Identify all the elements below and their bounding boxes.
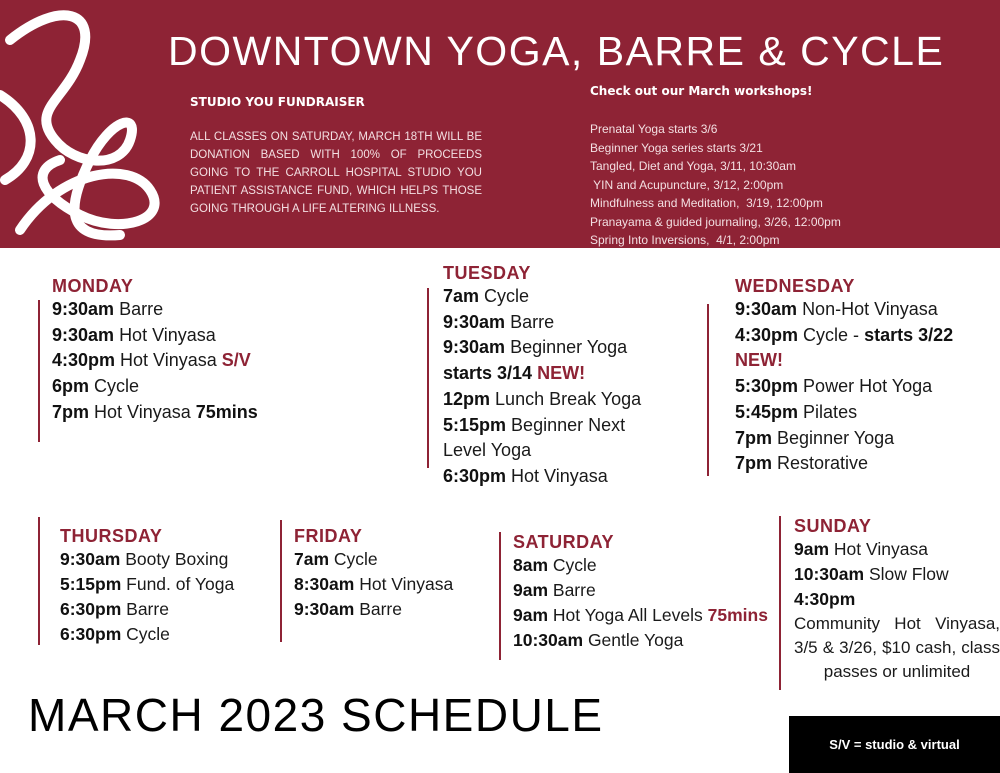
- class-item: 5:15pm Fund. of Yoga: [60, 574, 235, 594]
- sv-legend: S/V = studio & virtual: [789, 716, 1000, 773]
- class-item: 6pm Cycle: [52, 376, 140, 397]
- class-item: 4:30pm: [794, 589, 856, 609]
- class-item: 9:30am Barre: [443, 311, 555, 332]
- day-heading: WEDNESDAY: [735, 276, 855, 296]
- workshop-item: YIN and Acupuncture, 3/12, 2:00pm: [590, 177, 784, 192]
- workshop-item: Mindfulness and Meditation, 3/19, 12:00pm: [590, 196, 823, 210]
- class-item: 6:30pm Barre: [60, 599, 169, 619]
- day-thursday: [60, 526, 234, 647]
- class-item: 4:30pm Cycle - starts 3/22: [735, 324, 954, 345]
- wednesday-divider: [707, 304, 709, 476]
- sunday-divider: [779, 516, 781, 690]
- ribbon-logo-icon: [0, 0, 170, 248]
- day-heading: TUESDAY: [443, 263, 531, 283]
- workshop-item: Tangled, Diet and Yoga, 3/11, 10:30am: [590, 159, 796, 173]
- class-item: 7pm Restorative: [735, 453, 869, 474]
- class-item: 9:30am Barre: [52, 299, 164, 319]
- day-friday: [294, 526, 453, 622]
- workshop-item: Spring Into Inversions, 4/1, 2:00pm: [590, 233, 780, 247]
- day-heading: MONDAY: [52, 276, 134, 296]
- friday-divider: [280, 520, 282, 642]
- day-heading: SUNDAY: [794, 516, 872, 536]
- fundraiser-heading: STUDIO YOU FUNDRAISER: [190, 95, 365, 109]
- class-item: 12pm Lunch Break Yoga: [443, 388, 642, 409]
- day-saturday: [513, 532, 768, 653]
- day-heading: FRIDAY: [294, 526, 363, 546]
- class-item: 9:30am Beginner Yoga: [443, 337, 628, 358]
- header-banner: [0, 0, 1000, 248]
- class-item: 5:45pm Pilates: [735, 401, 858, 422]
- studio-title: DOWNTOWN YOGA, BARRE & CYCLE: [168, 28, 945, 74]
- class-item: 9am Hot Yoga All Levels 75mins: [513, 605, 768, 625]
- workshop-item: Beginner Yoga series starts 3/21: [590, 140, 763, 155]
- class-item: Level Yoga: [443, 440, 532, 461]
- class-item: starts 3/14 NEW!: [443, 363, 586, 384]
- class-item: 9:30am Barre: [294, 599, 402, 619]
- workshop-item: Pranayama & guided journaling, 3/26, 12:00pm: [590, 214, 841, 229]
- day-wednesday: [735, 276, 953, 477]
- class-item: 9:30am Hot Vinyasa: [52, 324, 216, 345]
- class-item: 9am Barre: [513, 580, 596, 600]
- schedule-title: MARCH 2023 SCHEDULE: [28, 689, 604, 741]
- class-item: 6:30pm Hot Vinyasa: [443, 465, 608, 486]
- thursday-divider: [38, 517, 40, 645]
- workshops-heading: Check out our March workshops!: [590, 84, 813, 98]
- monday-divider: [38, 300, 40, 442]
- class-item: NEW!: [735, 350, 783, 371]
- workshops-list: [590, 120, 841, 250]
- community-class-note: Community Hot Vinyasa, 3/5 & 3/26, $10 cash, class passes or unlimited: [794, 614, 1000, 681]
- class-item: 10:30am Slow Flow: [794, 564, 949, 584]
- class-item: 9:30am Booty Boxing: [60, 549, 229, 569]
- day-heading: THURSDAY: [60, 526, 163, 546]
- class-item: 9:30am Non-Hot Vinyasa: [735, 299, 938, 319]
- class-item: 7pm Beginner Yoga: [735, 427, 895, 448]
- day-sunday: [794, 516, 1000, 684]
- day-monday: [52, 276, 258, 426]
- class-item: 7pm Hot Vinyasa 75mins: [52, 401, 258, 422]
- day-heading: SATURDAY: [513, 532, 615, 552]
- class-item: 10:30am Gentle Yoga: [513, 630, 684, 650]
- class-item: 9am Hot Vinyasa: [794, 539, 928, 559]
- class-item: 5:30pm Power Hot Yoga: [735, 376, 933, 397]
- workshop-item: Prenatal Yoga starts 3/6: [590, 122, 718, 136]
- fundraiser-text: ALL CLASSES ON SATURDAY, MARCH 18TH WILL BE DONATION BASED WITH 100% OF PROCEEDS GOING TO THE CARROLL HOSPITAL STUDIO YOU PATIENT ASSISTANCE FUND, WHICH HELPS THOSE GOING THROUGH A LIFE ALTERING ILLNESS.: [190, 131, 482, 215]
- tuesday-divider: [427, 288, 429, 468]
- saturday-divider: [499, 532, 501, 660]
- class-item: 7am Cycle: [443, 286, 530, 306]
- class-item: 6:30pm Cycle: [60, 624, 170, 644]
- class-item: 4:30pm Hot Vinyasa S/V: [52, 350, 251, 371]
- class-item: 7am Cycle: [294, 549, 378, 569]
- class-item: 5:15pm Beginner Next: [443, 414, 626, 435]
- day-tuesday: [443, 263, 641, 490]
- class-item: 8am Cycle: [513, 555, 597, 575]
- class-item: 8:30am Hot Vinyasa: [294, 574, 454, 594]
